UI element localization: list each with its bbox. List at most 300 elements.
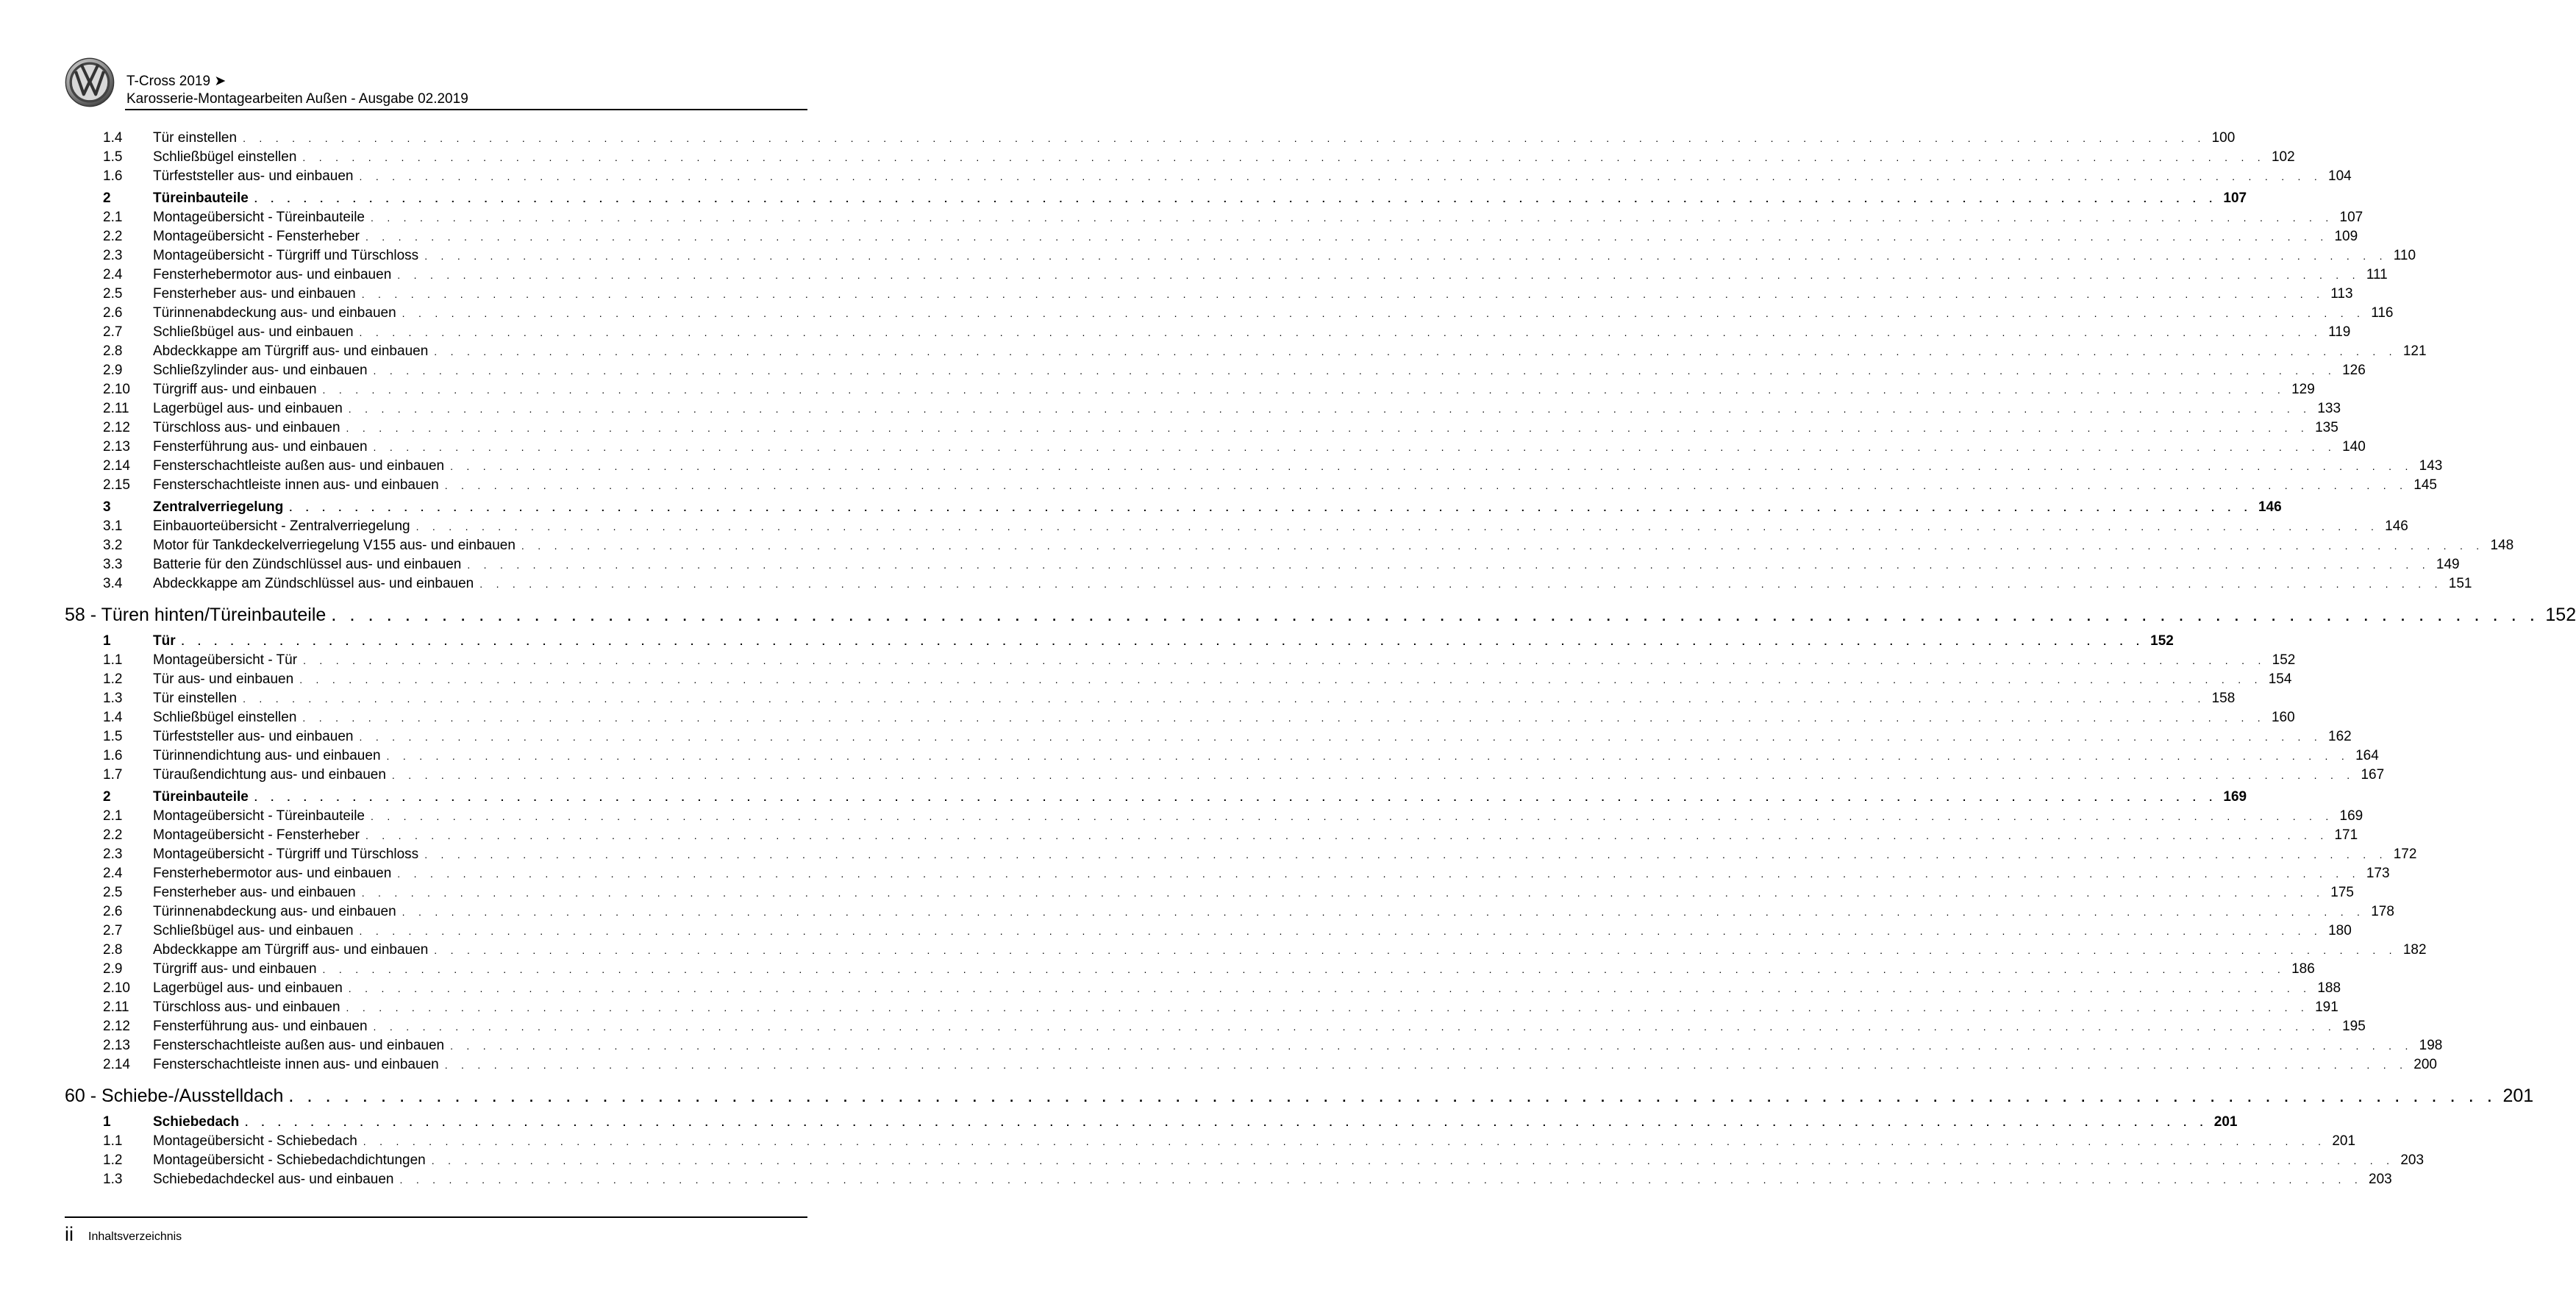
dot-leader: . . . . . . . . . . . . . . . . . . . . . . . . . . . . . . . . . . . . . . . . . . . . . . . . . . . . . . . . . . . . . . . . . . . . . . . . . . . . . . . . . . . . . . . . . . . . . . . . . . . . . . . . . . . . . . . . . . . . . . . .	[434, 346, 2397, 357]
dot-leader: . . . . . . . . . . . . . . . . . . . . . . . . . . . . . . . . . . . . . . . . . . . . . . . . . . . . . . . . . . . . . . . . . . . . . . . . . . . . . . . . . . . . . . . . . . . . . . . . . . . . . . . . . . . . . . . . . . . . . . . .	[303, 655, 2266, 666]
toc-entry[interactable]	[65, 1036, 2443, 1055]
toc-leader-line	[153, 1132, 2356, 1151]
dot-leader: . . . . . . . . . . . . . . . . . . . . . . . . . . . . . . . . . . . . . . . . . . . . . . . . . . . . . . . . . . . . . . . . . . . . . . . . . . . . . . . . . . . . . . . . . . . . . . . . . . . . . . . . . . . . . . . . . . . . . . . .	[371, 212, 2334, 224]
toc-leader-line	[153, 979, 2341, 998]
toc-section[interactable]	[65, 1113, 2238, 1132]
toc-leader-line	[153, 574, 2472, 594]
toc-title: Türeinbauteile	[153, 190, 249, 206]
table-of-contents	[65, 129, 2576, 1189]
toc-number: 2.12	[103, 420, 130, 435]
toc-title: Türgriff aus- und einbauen	[153, 382, 317, 397]
dot-leader: . . . . . . . . . . . . . . . . . . . . . . . . . . . . . . . . . . . . . . . . . . . . . . . . . . . . . . . . . . . . . . . . . . . . . . . . . . . . . . . . . . . . . . . . . . . . . . . . . . . . . . . . . . . . . . . . . . . . . . . .	[402, 906, 2366, 918]
toc-page-number: 111	[2366, 267, 2388, 282]
toc-leader-line	[153, 998, 2338, 1017]
toc-leader-line	[153, 438, 2366, 457]
toc-page-number: 145	[2413, 477, 2437, 493]
toc-number: 1.4	[103, 130, 123, 146]
toc-leader-line	[153, 689, 2236, 708]
toc-number: 1.5	[103, 149, 123, 165]
toc-entry[interactable]	[65, 476, 2437, 495]
toc-entry[interactable]	[65, 1017, 2366, 1036]
toc-page-number: 152	[2545, 605, 2576, 625]
toc-number: 1.1	[103, 1133, 123, 1149]
toc-title: Fensterschachtleiste außen aus- und einbauen	[153, 1038, 445, 1053]
dot-leader: . . . . . . . . . . . . . . . . . . . . . . . . . . . . . . . . . . . . . . . . . . . . . . . . . . . . . . . . . . . . . . . . . . . . . . . . . . . . . . . . . . . . . . . . . . . . . . . . . . . . . . . . . . . . . . . . . . . . . . . .	[359, 171, 2323, 182]
dot-leader: . . . . . . . . . . . . . . . . . . . . . . . . . . . . . . . . . . . . . . . . . . . . . . . . . . . . . . . . . . . . . . . . . . . . . . . . . . . . . . . . . . . . . . . . . . . . . . . . . . . . . . . . . . . . . . . . . . . . . . . .	[361, 288, 2325, 300]
toc-page-number: 100	[2211, 130, 2236, 146]
toc-entry[interactable]	[65, 845, 2417, 864]
toc-entry[interactable]	[65, 1055, 2437, 1075]
toc-number: 1	[103, 633, 111, 649]
toc-page-number: 146	[2258, 499, 2282, 515]
toc-page-number: 121	[2402, 343, 2427, 359]
toc-page-number: 182	[2402, 942, 2427, 958]
toc-page-number: 191	[2315, 999, 2338, 1015]
vw-logo-icon	[65, 57, 115, 107]
toc-page-number: 203	[2400, 1152, 2425, 1168]
toc-number: 2.4	[103, 267, 123, 282]
dot-leader: . . . . . . . . . . . . . . . . . . . . . . . . . . . . . . . . . . . . . . . . . . . . . . . . . . . . . . . . . . . . . . . . . . . . . . . . . . . . . . . . . . . . . . . . . . . . . . . . . . . . . . . . . . . . . . . . . . . . . . . .	[434, 944, 2397, 956]
toc-title: Montageübersicht - Türeinbauteile	[153, 210, 365, 225]
dot-leader: . . . . . . . . . . . . . . . . . . . . . . . . . . . . . . . . . . . . . . . . . . . . . . . . . . . . . . . . . . . . . . . . . . . . . . . . . . . . . . . . . . . . . . . . . . . . . . . . . . . . . . . . . . . . . . . . . . . . . . . .	[332, 609, 2540, 624]
toc-number: 2.13	[103, 439, 130, 455]
toc-leader-line	[153, 399, 2341, 418]
toc-title: Schließzylinder aus- und einbauen	[153, 363, 368, 378]
dot-leader: . . . . . . . . . . . . . . . . . . . . . . . . . . . . . . . . . . . . . . . . . . . . . . . . . . . . . . . . . . . . . . . . . . . . . . . . . . . . . . . . . . . . . . . . . . . . . . . . . . . . . . . . . . . . . . . . . . . . . . . .	[181, 635, 2145, 647]
toc-page-number: 148	[2490, 538, 2514, 553]
toc-title: Zentralverriegelung	[153, 499, 284, 515]
toc-number: 1.5	[103, 729, 123, 744]
toc-leader-line	[153, 632, 2174, 651]
toc-page-number: 113	[2330, 286, 2353, 302]
toc-number: 2.4	[103, 866, 123, 881]
toc-leader-line	[153, 555, 2460, 574]
toc-entry[interactable]	[65, 746, 2379, 766]
toc-title: Fensterheber aus- und einbauen	[153, 885, 356, 900]
toc-entry[interactable]	[65, 555, 2460, 574]
toc-entry[interactable]	[65, 826, 2358, 845]
toc-number: 2.5	[103, 286, 123, 302]
toc-leader-line	[153, 807, 2363, 826]
toc-entry[interactable]	[65, 998, 2338, 1017]
dot-leader: . . . . . . . . . . . . . . . . . . . . . . . . . . . . . . . . . . . . . . . . . . . . . . . . . . . . . . . . . . . . . . . . . . . . . . . . . . . . . . . . . . . . . . . . . . . . . . . . . . . . . . . . . . . . . . . . . . . . . . . .	[302, 152, 2266, 163]
toc-title: Schließbügel einstellen	[153, 149, 297, 165]
toc-number: 3.3	[103, 557, 123, 572]
toc-title: Türschloss aus- und einbauen	[153, 999, 340, 1015]
toc-page-number: 195	[2342, 1019, 2366, 1034]
dot-leader: . . . . . . . . . . . . . . . . . . . . . . . . . . . . . . . . . . . . . . . . . . . . . . . . . . . . . . . . . . . . . . . . . . . . . . . . . . . . . . . . . . . . . . . . . . . . . . . . . . . . . . . . . . . . . . . . . . . . . . . .	[397, 269, 2361, 281]
dot-leader: . . . . . . . . . . . . . . . . . . . . . . . . . . . . . . . . . . . . . . . . . . . . . . . . . . . . . . . . . . . . . . . . . . . . . . . . . . . . . . . . . . . . . . . . . . . . . . . . . . . . . . . . . . . . . . . . . . . . . . . .	[359, 731, 2323, 743]
toc-entry[interactable]	[65, 708, 2295, 727]
dot-leader: . . . . . . . . . . . . . . . . . . . . . . . . . . . . . . . . . . . . . . . . . . . . . . . . . . . . . . . . . . . . . . . . . . . . . . . . . . . . . . . . . . . . . . . . . . . . . . . . . . . . . . . . . . . . . . . . . . . . . . . .	[365, 231, 2329, 243]
toc-entry[interactable]	[65, 651, 2296, 670]
toc-number: 2.9	[103, 961, 123, 977]
toc-number: 2.1	[103, 210, 123, 225]
toc-entry[interactable]	[65, 285, 2353, 304]
toc-leader-line	[153, 788, 2247, 807]
toc-title: Abdeckkappe am Türgriff aus- und einbauen	[153, 343, 429, 359]
toc-page-number: 129	[2291, 382, 2315, 397]
toc-title: Montageübersicht - Türgriff und Türschloss	[153, 248, 419, 263]
toc-page-number: 149	[2436, 557, 2460, 572]
toc-title: Montageübersicht - Tür	[153, 652, 298, 668]
toc-entry[interactable]	[65, 304, 2394, 323]
toc-leader-line	[153, 418, 2338, 438]
toc-leader-line	[153, 670, 2292, 689]
toc-leader-line	[153, 342, 2427, 361]
toc-number: 2.6	[103, 904, 123, 919]
dot-leader: . . . . . . . . . . . . . . . . . . . . . . . . . . . . . . . . . . . . . . . . . . . . . . . . . . . . . . . . . . . . . . . . . . . . . . . . . . . . . . . . . . . . . . . . . . . . . . . . . . . . . . . . . . . . . . . . . . . . . . . .	[444, 480, 2408, 491]
toc-entry[interactable]	[65, 129, 2236, 148]
toc-number: 1.4	[103, 710, 123, 725]
toc-leader-line	[153, 826, 2358, 845]
toc-page-number: 158	[2211, 691, 2236, 706]
dot-leader: . . . . . . . . . . . . . . . . . . . . . . . . . . . . . . . . . . . . . . . . . . . . . . . . . . . . . . . . . . . . . . . . . . . . . . . . . . . . . . . . . . . . . . . . . . . . . . . . . . . . . . . . . . . . . . . . . . . . . . . .	[424, 849, 2388, 860]
toc-entry[interactable]	[65, 438, 2366, 457]
toc-page-number: 173	[2366, 866, 2390, 881]
toc-page-number: 146	[2385, 519, 2408, 534]
toc-leader-line	[153, 285, 2353, 304]
toc-leader-line	[153, 227, 2358, 246]
dot-leader: . . . . . . . . . . . . . . . . . . . . . . . . . . . . . . . . . . . . . . . . . . . . . . . . . . . . . . . . . . . . . . . . . . . . . . . . . . . . . . . . . . . . . . . . . . . . . . . . . . . . . . . . . . . . . . . . . . . . . . . .	[245, 1116, 2208, 1128]
toc-entry[interactable]	[65, 361, 2366, 380]
toc-chapter[interactable]	[65, 1082, 2534, 1110]
toc-number: 2	[103, 789, 111, 805]
toc-leader-line	[153, 457, 2443, 476]
toc-page-number: 110	[2393, 248, 2416, 263]
dot-leader: . . . . . . . . . . . . . . . . . . . . . . . . . . . . . . . . . . . . . . . . . . . . . . . . . . . . . . . . . . . . . . . . . . . . . . . . . . . . . . . . . . . . . . . . . . . . . . . . . . . . . . . . . . . . . . . . . . . . . . . .	[359, 327, 2323, 338]
toc-number: 3.4	[103, 576, 123, 591]
toc-leader-line	[153, 883, 2354, 902]
toc-page-number: 140	[2342, 439, 2366, 455]
toc-number: 1.6	[103, 748, 123, 763]
toc-leader-line	[153, 746, 2379, 766]
toc-number: 2.7	[103, 923, 123, 938]
toc-page-number: 171	[2334, 827, 2358, 843]
toc-chapter[interactable]	[65, 601, 2576, 629]
toc-entry[interactable]	[65, 246, 2416, 266]
dot-leader: . . . . . . . . . . . . . . . . . . . . . . . . . . . . . . . . . . . . . . . . . . . . . . . . . . . . . . . . . . . . . . . . . . . . . . . . . . . . . . . . . . . . . . . . . . . . . . . . . . . . . . . . . . . . . . . . . . . . . . . .	[348, 983, 2312, 994]
toc-entry[interactable]	[65, 536, 2514, 555]
dot-leader: . . . . . . . . . . . . . . . . . . . . . . . . . . . . . . . . . . . . . . . . . . . . . . . . . . . . . . . . . . . . . . . . . . . . . . . . . . . . . . . . . . . . . . . . . . . . . . . . . . . . . . . . . . . . . . . . . . . . . . . .	[450, 460, 2413, 472]
dot-leader: . . . . . . . . . . . . . . . . . . . . . . . . . . . . . . . . . . . . . . . . . . . . . . . . . . . . . . . . . . . . . . . . . . . . . . . . . . . . . . . . . . . . . . . . . . . . . . . . . . . . . . . . . . . . . . . . . . . . . . . .	[391, 769, 2355, 781]
toc-page-number: 172	[2393, 847, 2417, 862]
toc-title: Abdeckkappe am Zündschlüssel aus- und einbauen	[153, 576, 474, 591]
toc-title: Fensterschachtleiste innen aus- und einbauen	[153, 477, 439, 493]
toc-number: 1.7	[103, 767, 123, 783]
dot-leader: . . . . . . . . . . . . . . . . . . . . . . . . . . . . . . . . . . . . . . . . . . . . . . . . . . . . . . . . . . . . . . . . . . . . . . . . . . . . . . . . . . . . . . . . . . . . . . . . . . . . . . . . . . . . . . . . . . . . . . . .	[402, 307, 2366, 319]
toc-page-number: 102	[2271, 149, 2295, 165]
toc-number: 2.3	[103, 847, 123, 862]
toc-number: 3	[103, 499, 111, 515]
dot-leader: . . . . . . . . . . . . . . . . . . . . . . . . . . . . . . . . . . . . . . . . . . . . . . . . . . . . . . . . . . . . . . . . . . . . . . . . . . . . . . . . . . . . . . . . . . . . . . . . . . . . . . . . . . . . . . . . . . . . . . . .	[322, 384, 2286, 396]
toc-title: 60 - Schiebe-/Ausstelldach	[65, 1086, 284, 1106]
toc-page-number: 203	[2369, 1172, 2392, 1187]
toc-leader-line	[153, 246, 2416, 266]
dot-leader: . . . . . . . . . . . . . . . . . . . . . . . . . . . . . . . . . . . . . . . . . . . . . . . . . . . . . . . . . . . . . . . . . . . . . . . . . . . . . . . . . . . . . . . . . . . . . . . . . . . . . . . . . . . . . . . . . . . . . . . .	[386, 750, 2350, 762]
toc-number: 1.3	[103, 1172, 123, 1187]
toc-entry[interactable]	[65, 227, 2358, 246]
dot-leader: . . . . . . . . . . . . . . . . . . . . . . . . . . . . . . . . . . . . . . . . . . . . . . . . . . . . . . . . . . . . . . . . . . . . . . . . . . . . . . . . . . . . . . . . . . . . . . . . . . . . . . . . . . . . . . . . . . . . . . . .	[450, 1040, 2413, 1052]
toc-title: Fensterschachtleiste innen aus- und einbauen	[153, 1057, 439, 1072]
toc-page-number: 152	[2272, 652, 2296, 668]
toc-number: 2.11	[103, 401, 129, 416]
toc-entry[interactable]	[65, 148, 2295, 167]
dot-leader: . . . . . . . . . . . . . . . . . . . . . . . . . . . . . . . . . . . . . . . . . . . . . . . . . . . . . . . . . . . . . . . . . . . . . . . . . . . . . . . . . . . . . . . . . . . . . . . . . . . . . . . . . . . . . . . . . . . . . . . .	[254, 791, 2218, 803]
dot-leader: . . . . . . . . . . . . . . . . . . . . . . . . . . . . . . . . . . . . . . . . . . . . . . . . . . . . . . . . . . . . . . . . . . . . . . . . . . . . . . . . . . . . . . . . . . . . . . . . . . . . . . . . . . . . . . . . . . . . . . . .	[521, 540, 2485, 552]
dot-leader: . . . . . . . . . . . . . . . . . . . . . . . . . . . . . . . . . . . . . . . . . . . . . . . . . . . . . . . . . . . . . . . . . . . . . . . . . . . . . . . . . . . . . . . . . . . . . . . . . . . . . . . . . . . . . . . . . . . . . . . .	[322, 963, 2286, 975]
toc-number: 2.9	[103, 363, 123, 378]
toc-page-number: 201	[2502, 1086, 2534, 1106]
dot-leader: . . . . . . . . . . . . . . . . . . . . . . . . . . . . . . . . . . . . . . . . . . . . . . . . . . . . . . . . . . . . . . . . . . . . . . . . . . . . . . . . . . . . . . . . . . . . . . . . . . . . . . . . . . . . . . . . . . . . . . . .	[359, 925, 2323, 937]
toc-title: Türinnenabdeckung aus- und einbauen	[153, 904, 396, 919]
toc-leader-line	[153, 864, 2390, 883]
toc-title: Montageübersicht - Schiebedach	[153, 1133, 357, 1149]
toc-section[interactable]	[65, 498, 2282, 517]
toc-page-number: 107	[2223, 190, 2247, 206]
toc-title: Tür aus- und einbauen	[153, 671, 294, 687]
toc-page-number: 116	[2371, 305, 2394, 321]
footer-label: Inhaltsverzeichnis	[88, 1230, 182, 1243]
toc-entry[interactable]	[65, 670, 2292, 689]
dot-leader: . . . . . . . . . . . . . . . . . . . . . . . . . . . . . . . . . . . . . . . . . . . . . . . . . . . . . . . . . . . . . . . . . . . . . . . . . . . . . . . . . . . . . . . . . . . . . . . . . . . . . . . . . . . . . . . . . . . . . . . .	[467, 559, 2430, 571]
toc-number: 2.12	[103, 1019, 130, 1034]
toc-leader-line	[153, 380, 2315, 399]
dot-leader: . . . . . . . . . . . . . . . . . . . . . . . . . . . . . . . . . . . . . . . . . . . . . . . . . . . . . . . . . . . . . . . . . . . . . . . . . . . . . . . . . . . . . . . . . . . . . . . . . . . . . . . . . . . . . . . . . . . . . . . .	[399, 1174, 2363, 1186]
toc-title: Türeinbauteile	[153, 789, 249, 805]
toc-page-number: 180	[2328, 923, 2352, 938]
toc-entry[interactable]	[65, 342, 2427, 361]
toc-title: Türaußendichtung aus- und einbauen	[153, 767, 386, 783]
toc-entry[interactable]	[65, 457, 2443, 476]
toc-page-number: 109	[2334, 229, 2358, 244]
toc-page-number: 167	[2361, 767, 2385, 783]
toc-entry[interactable]	[65, 979, 2341, 998]
toc-page-number: 152	[2150, 633, 2174, 649]
toc-entry[interactable]	[65, 418, 2338, 438]
toc-title: Lagerbügel aus- und einbauen	[153, 980, 343, 996]
toc-leader-line	[153, 1170, 2392, 1189]
dot-leader: . . . . . . . . . . . . . . . . . . . . . . . . . . . . . . . . . . . . . . . . . . . . . . . . . . . . . . . . . . . . . . . . . . . . . . . . . . . . . . . . . . . . . . . . . . . . . . . . . . . . . . . . . . . . . . . . . . . . . . . .	[289, 502, 2252, 513]
toc-number: 1	[103, 1114, 111, 1130]
dot-leader: . . . . . . . . . . . . . . . . . . . . . . . . . . . . . . . . . . . . . . . . . . . . . . . . . . . . . . . . . . . . . . . . . . . . . . . . . . . . . . . . . . . . . . . . . . . . . . . . . . . . . . . . . . . . . . . . . . . . . . . .	[415, 521, 2380, 532]
toc-leader-line	[153, 304, 2394, 323]
toc-number: 1.1	[103, 652, 123, 668]
page-header	[65, 57, 807, 109]
dot-leader: . . . . . . . . . . . . . . . . . . . . . . . . . . . . . . . . . . . . . . . . . . . . . . . . . . . . . . . . . . . . . . . . . . . . . . . . . . . . . . . . . . . . . . . . . . . . . . . . . . . . . . . . . . . . . . . . . . . . . . . .	[373, 441, 2337, 453]
toc-section[interactable]	[65, 788, 2247, 807]
toc-page-number: 133	[2317, 401, 2341, 416]
toc-entry[interactable]	[65, 941, 2427, 960]
toc-entry[interactable]	[65, 266, 2388, 285]
toc-title: Motor für Tankdeckelverriegelung V155 aus- und einbauen	[153, 538, 515, 553]
toc-page-number: 188	[2317, 980, 2341, 996]
toc-entry[interactable]	[65, 727, 2352, 746]
toc-number: 2.5	[103, 885, 123, 900]
toc-title: Fensterheber aus- und einbauen	[153, 286, 356, 302]
toc-leader-line	[153, 651, 2296, 670]
toc-section[interactable]	[65, 632, 2174, 651]
toc-leader-line	[153, 189, 2247, 208]
dot-leader: . . . . . . . . . . . . . . . . . . . . . . . . . . . . . . . . . . . . . . . . . . . . . . . . . . . . . . . . . . . . . . . . . . . . . . . . . . . . . . . . . . . . . . . . . . . . . . . . . . . . . . . . . . . . . . . . . . . . . . . .	[254, 193, 2218, 204]
toc-page-number: 119	[2328, 324, 2351, 340]
header-title: T-Cross 2019 ➤	[126, 74, 226, 89]
toc-number: 2.2	[103, 827, 123, 843]
header-subtitle: Karosserie-Montagearbeiten Außen - Ausgabe 02.2019	[126, 91, 468, 107]
dot-leader: . . . . . . . . . . . . . . . . . . . . . . . . . . . . . . . . . . . . . . . . . . . . . . . . . . . . . . . . . . . . . . . . . . . . . . . . . . . . . . . . . . . . . . . . . . . . . . . . . . . . . . . . . . . . . . . . . . . . . . . .	[243, 132, 2206, 144]
toc-section[interactable]	[65, 189, 2247, 208]
toc-entry[interactable]	[65, 689, 2236, 708]
toc-entry[interactable]	[65, 323, 2351, 342]
toc-leader-line	[153, 129, 2236, 148]
toc-title: Montageübersicht - Türgriff und Türschloss	[153, 847, 419, 862]
toc-entry[interactable]	[65, 960, 2315, 979]
toc-entry[interactable]	[65, 883, 2354, 902]
toc-leader-line	[153, 727, 2352, 746]
toc-title: Montageübersicht - Schiebedachdichtungen	[153, 1152, 426, 1168]
footer-page-number: ii	[65, 1223, 74, 1245]
toc-number: 2.1	[103, 808, 123, 824]
dot-leader: . . . . . . . . . . . . . . . . . . . . . . . . . . . . . . . . . . . . . . . . . . . . . . . . . . . . . . . . . . . . . . . . . . . . . . . . . . . . . . . . . . . . . . . . . . . . . . . . . . . . . . . . . . . . . . . . . . . . . . . .	[479, 578, 2443, 590]
toc-page-number: 175	[2330, 885, 2354, 900]
toc-title: Türinnendichtung aus- und einbauen	[153, 748, 381, 763]
toc-page-number: 107	[2339, 210, 2363, 225]
toc-title: Montageübersicht - Türeinbauteile	[153, 808, 365, 824]
toc-page-number: 201	[2213, 1114, 2238, 1130]
toc-page-number: 104	[2328, 168, 2352, 184]
toc-page-number: 178	[2371, 904, 2394, 919]
toc-leader-line	[153, 845, 2417, 864]
toc-leader-line	[153, 708, 2295, 727]
toc-entry[interactable]	[65, 1151, 2425, 1170]
toc-title: Türfeststeller aus- und einbauen	[153, 729, 354, 744]
toc-page-number: 169	[2223, 789, 2247, 805]
toc-page-number: 154	[2268, 671, 2292, 687]
dot-leader: . . . . . . . . . . . . . . . . . . . . . . . . . . . . . . . . . . . . . . . . . . . . . . . . . . . . . . . . . . . . . . . . . . . . . . . . . . . . . . . . . . . . . . . . . . . . . . . . . . . . . . . . . . . . . . . . . . . . . . . .	[373, 365, 2337, 377]
toc-page-number: 200	[2413, 1057, 2437, 1072]
toc-leader-line	[153, 1036, 2443, 1055]
toc-leader-line	[153, 1151, 2425, 1170]
toc-entry[interactable]	[65, 208, 2363, 227]
dot-leader: . . . . . . . . . . . . . . . . . . . . . . . . . . . . . . . . . . . . . . . . . . . . . . . . . . . . . . . . . . . . . . . . . . . . . . . . . . . . . . . . . . . . . . . . . . . . . . . . . . . . . . . . . . . . . . . . . . . . . . . .	[346, 1002, 2310, 1013]
toc-title: Montageübersicht - Fensterheber	[153, 229, 360, 244]
toc-number: 2.6	[103, 305, 123, 321]
toc-page-number: 160	[2271, 710, 2295, 725]
toc-entry[interactable]	[65, 1170, 2392, 1189]
dot-leader: . . . . . . . . . . . . . . . . . . . . . . . . . . . . . . . . . . . . . . . . . . . . . . . . . . . . . . . . . . . . . . . . . . . . . . . . . . . . . . . . . . . . . . . . . . . . . . . . . . . . . . . . . . . . . . . . . . . . . . . .	[397, 868, 2361, 880]
toc-page-number: 143	[2419, 458, 2443, 474]
toc-leader-line	[153, 902, 2394, 922]
toc-entry[interactable]	[65, 766, 2385, 785]
toc-number: 2.3	[103, 248, 123, 263]
toc-number: 2.15	[103, 477, 130, 493]
toc-leader-line	[153, 922, 2352, 941]
toc-title: Montageübersicht - Fensterheber	[153, 827, 360, 843]
dot-leader: . . . . . . . . . . . . . . . . . . . . . . . . . . . . . . . . . . . . . . . . . . . . . . . . . . . . . . . . . . . . . . . . . . . . . . . . . . . . . . . . . . . . . . . . . . . . . . . . . . . . . . . . . . . . . . . . . . . . . . . .	[373, 1021, 2337, 1033]
toc-title: Schließbügel aus- und einbauen	[153, 324, 354, 340]
dot-leader: . . . . . . . . . . . . . . . . . . . . . . . . . . . . . . . . . . . . . . . . . . . . . . . . . . . . . . . . . . . . . . . . . . . . . . . . . . . . . . . . . . . . . . . . . . . . . . . . . . . . . . . . . . . . . . . . . . . . . . . .	[302, 712, 2266, 724]
dot-leader: . . . . . . . . . . . . . . . . . . . . . . . . . . . . . . . . . . . . . . . . . . . . . . . . . . . . . . . . . . . . . . . . . . . . . . . . . . . . . . . . . . . . . . . . . . . . . . . . . . . . . . . . . . . . . . . . . . . . . . . .	[348, 403, 2312, 415]
toc-number: 2	[103, 190, 111, 206]
toc-title: Türfeststeller aus- und einbauen	[153, 168, 354, 184]
toc-number: 2.14	[103, 1057, 130, 1072]
toc-number: 2.2	[103, 229, 123, 244]
toc-title: Türgriff aus- und einbauen	[153, 961, 317, 977]
dot-leader: . . . . . . . . . . . . . . . . . . . . . . . . . . . . . . . . . . . . . . . . . . . . . . . . . . . . . . . . . . . . . . . . . . . . . . . . . . . . . . . . . . . . . . . . . . . . . . . . . . . . . . . . . . . . . . . . . . . . . . . .	[363, 1136, 2327, 1147]
toc-title: Abdeckkappe am Türgriff aus- und einbauen	[153, 942, 429, 958]
toc-page-number: 186	[2291, 961, 2315, 977]
dot-leader: . . . . . . . . . . . . . . . . . . . . . . . . . . . . . . . . . . . . . . . . . . . . . . . . . . . . . . . . . . . . . . . . . . . . . . . . . . . . . . . . . . . . . . . . . . . . . . . . . . . . . . . . . . . . . . . . . . . . . . . .	[431, 1155, 2395, 1166]
toc-entry[interactable]	[65, 380, 2315, 399]
toc-entry[interactable]	[65, 1132, 2356, 1151]
toc-entry[interactable]	[65, 902, 2394, 922]
toc-title: Fensterhebermotor aus- und einbauen	[153, 267, 392, 282]
toc-page-number: 126	[2342, 363, 2366, 378]
toc-leader-line	[153, 167, 2352, 186]
toc-page-number: 201	[2332, 1133, 2356, 1149]
toc-number: 3.1	[103, 519, 123, 534]
toc-title: Fensterhebermotor aus- und einbauen	[153, 866, 392, 881]
toc-entry[interactable]	[65, 517, 2408, 536]
dot-leader: . . . . . . . . . . . . . . . . . . . . . . . . . . . . . . . . . . . . . . . . . . . . . . . . . . . . . . . . . . . . . . . . . . . . . . . . . . . . . . . . . . . . . . . . . . . . . . . . . . . . . . . . . . . . . . . . . . . . . . . .	[361, 887, 2325, 899]
dot-leader: . . . . . . . . . . . . . . . . . . . . . . . . . . . . . . . . . . . . . . . . . . . . . . . . . . . . . . . . . . . . . . . . . . . . . . . . . . . . . . . . . . . . . . . . . . . . . . . . . . . . . . . . . . . . . . . . . . . . . . . .	[371, 810, 2334, 822]
toc-entry[interactable]	[65, 399, 2341, 418]
toc-number: 2.10	[103, 382, 130, 397]
toc-number: 1.3	[103, 691, 123, 706]
toc-leader-line	[153, 1017, 2366, 1036]
toc-number: 1.2	[103, 671, 123, 687]
toc-entry[interactable]	[65, 574, 2472, 594]
dot-leader: . . . . . . . . . . . . . . . . . . . . . . . . . . . . . . . . . . . . . . . . . . . . . . . . . . . . . . . . . . . . . . . . . . . . . . . . . . . . . . . . . . . . . . . . . . . . . . . . . . . . . . . . . . . . . . . . . . . . . . . .	[365, 830, 2329, 841]
toc-number: 3.2	[103, 538, 123, 553]
toc-title: Fensterführung aus- und einbauen	[153, 439, 368, 455]
toc-entry[interactable]	[65, 807, 2363, 826]
toc-entry[interactable]	[65, 167, 2352, 186]
toc-entry[interactable]	[65, 922, 2352, 941]
toc-title: Schließbügel einstellen	[153, 710, 297, 725]
toc-title: Tür einstellen	[153, 130, 238, 146]
toc-leader-line	[153, 498, 2282, 517]
toc-title: Schiebedach	[153, 1114, 240, 1130]
toc-number: 2.10	[103, 980, 130, 996]
toc-title: 58 - Türen hinten/Türeinbauteile	[65, 605, 327, 625]
toc-leader-line	[153, 766, 2385, 785]
toc-page-number: 151	[2448, 576, 2472, 591]
toc-leader-line	[153, 1055, 2437, 1075]
toc-title: Tür einstellen	[153, 691, 238, 706]
footer-divider	[65, 1216, 807, 1218]
toc-title: Türschloss aus- und einbauen	[153, 420, 340, 435]
toc-number: 1.6	[103, 168, 123, 184]
toc-page-number: 135	[2315, 420, 2338, 435]
toc-title: Einbauorteübersicht - Zentralverriegelung	[153, 519, 410, 534]
toc-leader-line	[153, 361, 2366, 380]
toc-leader-line	[153, 960, 2315, 979]
dot-leader: . . . . . . . . . . . . . . . . . . . . . . . . . . . . . . . . . . . . . . . . . . . . . . . . . . . . . . . . . . . . . . . . . . . . . . . . . . . . . . . . . . . . . . . . . . . . . . . . . . . . . . . . . . . . . . . . . . . . . . . .	[289, 1090, 2497, 1105]
toc-title: Tür	[153, 633, 176, 649]
toc-entry[interactable]	[65, 864, 2390, 883]
toc-title: Fensterführung aus- und einbauen	[153, 1019, 368, 1034]
toc-leader-line	[153, 1113, 2238, 1132]
dot-leader: . . . . . . . . . . . . . . . . . . . . . . . . . . . . . . . . . . . . . . . . . . . . . . . . . . . . . . . . . . . . . . . . . . . . . . . . . . . . . . . . . . . . . . . . . . . . . . . . . . . . . . . . . . . . . . . . . . . . . . . .	[243, 693, 2206, 705]
toc-leader-line	[153, 323, 2351, 342]
toc-page-number: 169	[2339, 808, 2363, 824]
header-divider	[125, 109, 807, 110]
toc-title: Schließbügel aus- und einbauen	[153, 923, 354, 938]
toc-number: 2.7	[103, 324, 123, 340]
toc-leader-line	[65, 1082, 2534, 1111]
toc-page-number: 162	[2328, 729, 2352, 744]
